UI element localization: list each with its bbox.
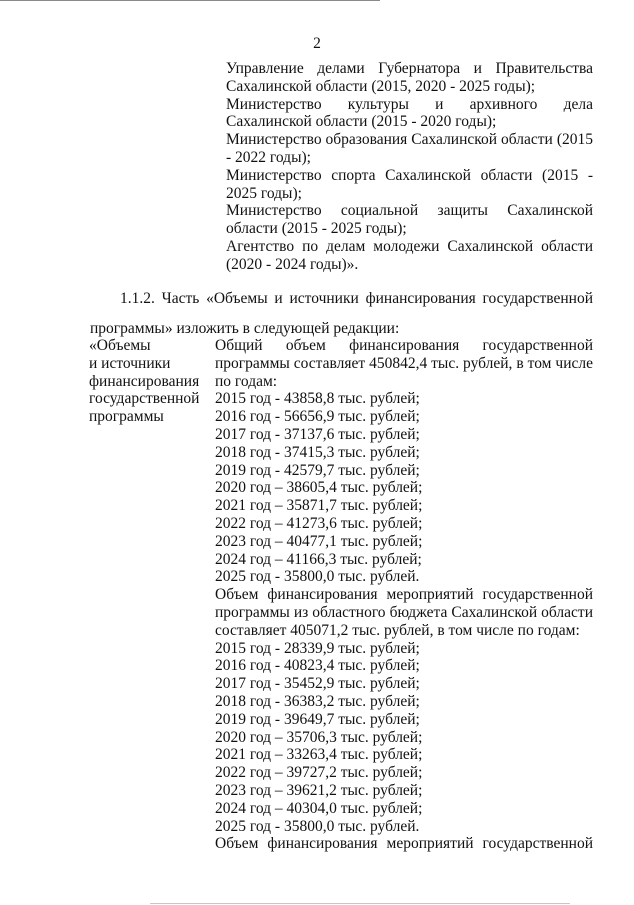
funding-label-line: государственной — [89, 390, 200, 408]
page-number: 2 — [313, 35, 321, 52]
funding-label-line: «Объемы — [89, 337, 151, 354]
section-paragraph: 1.1.2. Часть «Объемы и источники финансирования государственной программы» изложить в следующей редакции: — [90, 290, 593, 337]
scan-edge-line — [150, 903, 570, 904]
scan-edge-line — [0, 0, 380, 1]
regional-year-row: 2020 год – 35706,3 тыс. рублей; — [215, 728, 423, 746]
recipient-item: Министерство культуры и архивного дела Сахалинской области (2015 - 2020 годы); — [226, 95, 593, 131]
recipient-item: Министерство образования Сахалинской области (2015 - 2022 годы); — [226, 131, 593, 166]
total-year-row: 2025 год - 35800,0 тыс. рублей. — [215, 568, 420, 586]
regional-year-row: 2019 год - 39649,7 тыс. рублей; — [215, 710, 420, 728]
total-year-row: 2018 год - 37415,3 тыс. рублей; — [215, 443, 420, 461]
funding-label-line: и источники — [89, 354, 171, 372]
regional-year-row: 2023 год – 39621,2 тыс. рублей; — [215, 781, 423, 799]
total-year-row: 2024 год – 41166,3 тыс. рублей; — [215, 550, 422, 568]
recipient-item: Министерство спорта Сахалинской области (2015 - 2025 годы); — [226, 166, 593, 202]
total-year-row: 2020 год – 38605,4 тыс. рублей; — [215, 479, 423, 497]
recipient-item: Министерство социальной защиты Сахалинской области (2015 - 2025 годы); — [226, 202, 593, 238]
total-year-row: 2016 год - 56656,9 тыс. рублей; — [215, 408, 420, 426]
regional-year-row: 2025 год - 35800,0 тыс. рублей. — [215, 817, 420, 835]
total-year-row: 2023 год – 40477,1 тыс. рублей; — [215, 532, 423, 550]
regional-year-row: 2016 год - 40823,4 тыс. рублей; — [215, 657, 420, 675]
total-year-row: 2017 год - 37137,6 тыс. рублей; — [215, 425, 420, 443]
total-funding-intro: Общий объем финансирования государственной программы составляет 450842,4 тыс. рублей, в том числе по годам: — [215, 337, 593, 390]
total-year-row: 2021 год – 35871,7 тыс. рублей; — [215, 497, 423, 515]
funding-label-column — [89, 337, 211, 426]
total-year-row: 2019 год - 42579,7 тыс. рублей; — [215, 461, 420, 479]
recipient-item: Управление делами Губернатора и Правительства Сахалинской области (2015, 2020 - 2025 годы); — [226, 60, 593, 95]
total-year-row: 2015 год - 43858,8 тыс. рублей; — [215, 390, 420, 408]
funding-label-line: финансирования — [89, 372, 200, 390]
total-year-row: 2022 год – 41273,6 тыс. рублей; — [215, 514, 423, 532]
regional-year-row: 2022 год – 39727,2 тыс. рублей; — [215, 764, 423, 782]
funding-content-column — [215, 337, 593, 853]
regional-year-row: 2024 год – 40304,0 тыс. рублей; — [215, 799, 423, 817]
regional-year-row: 2015 год - 28339,9 тыс. рублей; — [215, 639, 420, 657]
regional-year-row: 2017 год - 35452,9 тыс. рублей; — [215, 675, 420, 693]
recipient-item: Агентство по делам молодежи Сахалинской области (2020 - 2024 годы)». — [226, 237, 593, 273]
recipients-list — [226, 60, 593, 274]
funding-label-line: программы — [89, 408, 164, 426]
next-funding-intro: Объем финансирования мероприятий государственной — [215, 835, 593, 853]
regional-year-row: 2021 год – 33263,4 тыс. рублей; — [215, 746, 423, 764]
regional-year-row: 2018 год - 36383,2 тыс. рублей; — [215, 692, 420, 710]
regional-funding-intro: Объем финансирования мероприятий государственной программы из областного бюджета Сахалинской области составляет 405071,2 тыс. рублей, в том числе по годам: — [215, 586, 593, 639]
